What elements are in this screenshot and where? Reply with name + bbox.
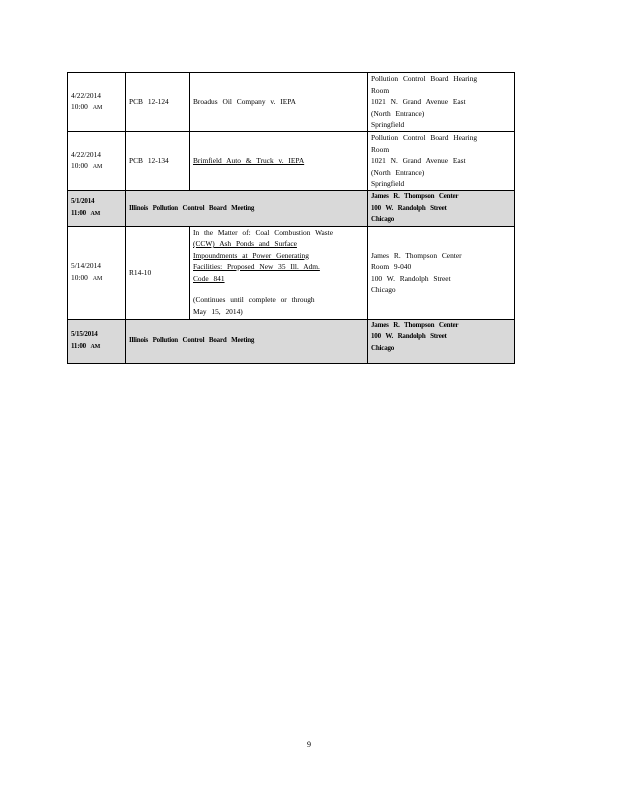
location-line: (North Entrance): [371, 108, 425, 118]
description-line: In the Matter of: Coal Combustion Waste: [193, 227, 334, 237]
description-cell: [190, 73, 368, 132]
spacer: [193, 284, 364, 294]
table-row: [68, 73, 515, 132]
date-cell: [68, 73, 126, 132]
description-cell: [190, 132, 368, 191]
description-link-line[interactable]: Code 841: [193, 273, 225, 283]
table-row-board-meeting: [68, 191, 515, 227]
description-text: Broadus Oil Company v. IEPA: [193, 97, 297, 107]
time-text: 11:00 AM: [71, 208, 101, 217]
date-cell: [68, 132, 126, 191]
description-text: Illinois Pollution Control Board Meeting: [129, 203, 255, 212]
location-line: Chicago: [371, 215, 395, 223]
date-cell: [68, 226, 126, 319]
time-text: 10:00 AM: [71, 102, 103, 111]
table-row-board-meeting: [68, 319, 515, 363]
location-line: James R. Thompson Center: [371, 192, 459, 200]
location-line: Room: [371, 144, 390, 154]
description-line: (Continues until complete or through: [193, 295, 315, 304]
description-link-line[interactable]: Facilities: Proposed New 35 Ill. Adm.: [193, 262, 320, 271]
location-line: 1021 N. Grand Avenue East: [371, 97, 466, 106]
location-line: 100 W. Randolph Street: [371, 332, 447, 340]
location-line: James R. Thompson Center: [371, 250, 462, 260]
location-line: Chicago: [371, 343, 395, 352]
time-text: 11:00 AM: [71, 341, 101, 350]
table-row: [68, 226, 515, 319]
location-line: 100 W. Randolph Street: [371, 273, 451, 283]
location-cell: [368, 191, 515, 227]
case-cell: R14-10: [126, 226, 190, 319]
case-cell: PCB 12-134: [126, 132, 190, 191]
location-line: Room 9-040: [371, 262, 412, 271]
location-line: Chicago: [371, 285, 396, 294]
location-line: Springfield: [371, 120, 405, 129]
description-text: Illinois Pollution Control Board Meeting: [129, 336, 255, 345]
date-cell: [68, 319, 126, 363]
location-line: (North Entrance): [371, 167, 425, 177]
location-line: Springfield: [371, 179, 405, 188]
date-text: 5/15/2014: [71, 330, 98, 338]
description-link-line[interactable]: (CCW) Ash Ponds and Surface: [193, 239, 297, 248]
description-line: May 15, 2014): [193, 306, 243, 316]
description-cell: [190, 226, 368, 319]
description-link[interactable]: Brimfield Auto & Truck v. IEPA: [193, 156, 305, 166]
location-line: Room: [371, 85, 390, 95]
description-cell: [126, 191, 368, 227]
location-cell: [368, 132, 515, 191]
date-text: 4/22/2014: [71, 149, 101, 159]
location-line: 1021 N. Grand Avenue East: [371, 156, 466, 165]
location-line: 100 W. Randolph Street: [371, 203, 447, 212]
date-text: 5/14/2014: [71, 261, 101, 270]
description-cell: [126, 319, 368, 363]
location-line: James R. Thompson Center: [371, 320, 459, 329]
description-link-line[interactable]: Impoundments at Power Generating: [193, 250, 309, 260]
location-cell: [368, 226, 515, 319]
table-row: [68, 132, 515, 191]
time-text: 10:00 AM: [71, 272, 103, 282]
date-text: 4/22/2014: [71, 90, 101, 100]
date-cell: [68, 191, 126, 227]
location-line: Pollution Control Board Hearing: [371, 74, 478, 83]
location-cell: [368, 319, 515, 363]
date-text: 5/1/2014: [71, 197, 95, 206]
case-cell: PCB 12-124: [126, 73, 190, 132]
page-number: 9: [307, 740, 311, 749]
location-cell: [368, 73, 515, 132]
location-line: Pollution Control Board Hearing: [371, 133, 478, 142]
time-text: 10:00 AM: [71, 161, 103, 170]
hearing-schedule-table: [67, 72, 515, 364]
